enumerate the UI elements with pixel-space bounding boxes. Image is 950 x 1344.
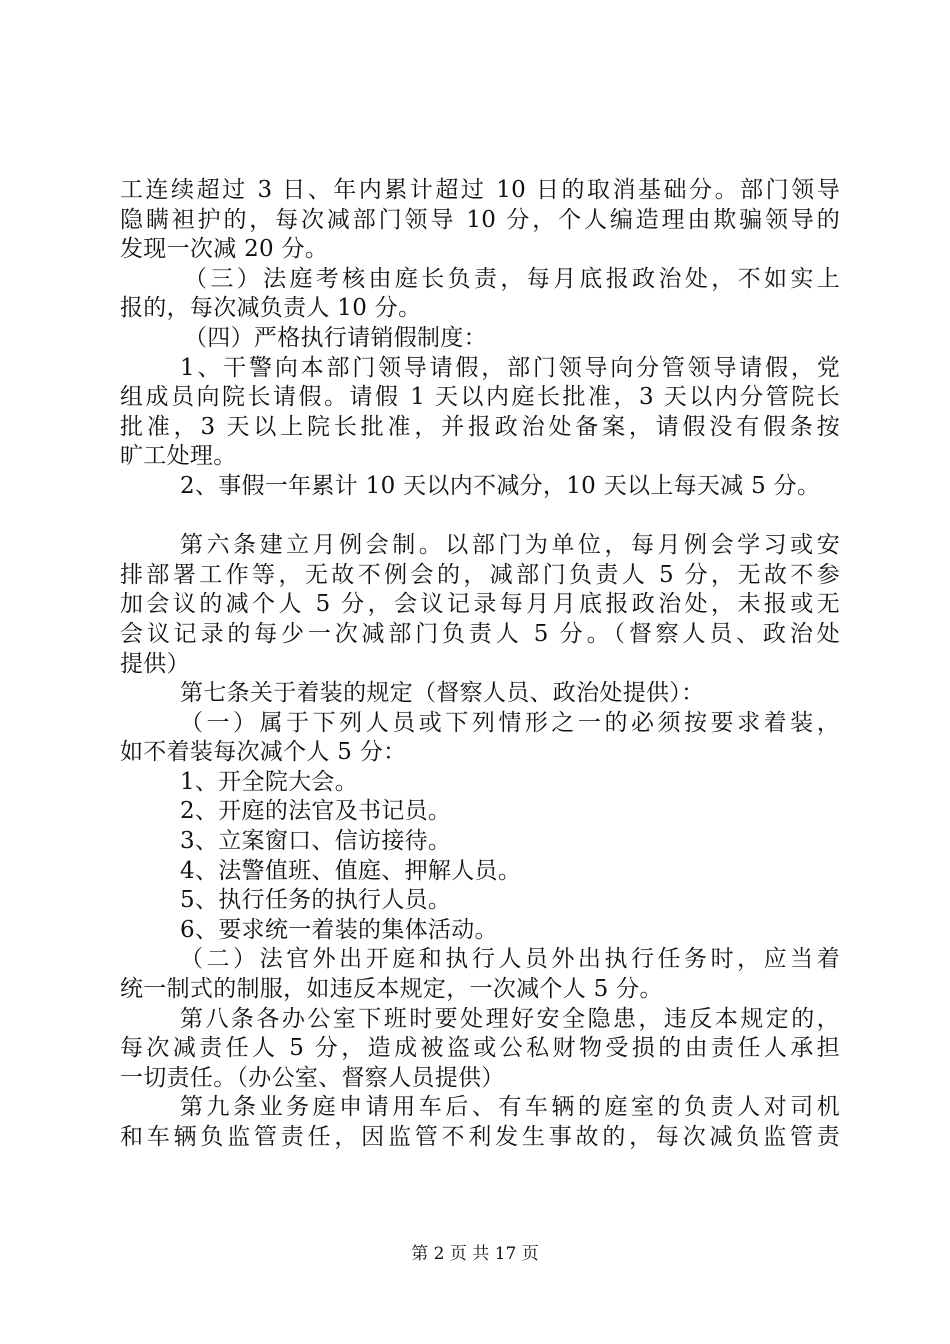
- text-line: 发现一次减 20 分。: [120, 236, 329, 263]
- paragraph-gap: [120, 502, 840, 532]
- text-line: 如不着装每次减个人 5 分：: [120, 739, 407, 766]
- text-line: 2、事假一年累计 10 天以内不减分，10 天以上每天减 5 分。: [180, 472, 821, 499]
- text-line: 2、开庭的法官及书记员。: [180, 798, 452, 825]
- text-line: 第九条业务庭申请用车后、有车辆的庭室的负责人对司机: [180, 1094, 840, 1121]
- page-number-footer: 第 2 页 共 17 页: [411, 1244, 539, 1264]
- text-line: 第八条各办公室下班时要处理好安全隐患，违反本规定的，: [180, 1005, 840, 1032]
- text-line: 第六条建立月例会制。以部门为单位，每月例会学习或安: [180, 532, 840, 559]
- text-line: 组成员向院长请假。请假 1 天以内庭长批准，3 天以内分管院长: [120, 384, 840, 411]
- text-line: 和车辆负监管责任，因监管不利发生事故的，每次减负监管责: [120, 1124, 840, 1150]
- text-line: 统一制式的制服，如违反本规定，一次减个人 5 分。: [120, 976, 663, 1003]
- document-body: [120, 176, 840, 1153]
- text-line: （二）法官外出开庭和执行人员外出执行任务时，应当着: [180, 946, 840, 973]
- text-line: 一切责任。（办公室、督察人员提供）: [120, 1064, 505, 1091]
- text-line: 1、开全院大会。: [180, 768, 359, 795]
- text-line: 第七条关于着装的规定（督察人员、政治处提供）：: [180, 680, 705, 707]
- text-line: 提供）: [120, 650, 190, 677]
- text-line: 1、干警向本部门领导请假，部门领导向分管领导请假，党: [180, 354, 840, 381]
- text-line: （四）严格执行请销假制度：: [184, 324, 487, 351]
- text-line: 3、立案窗口、信访接待。: [180, 828, 452, 855]
- text-line: 4、法警值班、值庭、押解人员。: [180, 857, 522, 884]
- text-line: （三）法庭考核由庭长负责，每月底报政治处，不如实上: [184, 265, 840, 292]
- text-line: 会议记录的每少一次减部门负责人 5 分。（督察人员、政治处: [120, 620, 840, 647]
- text-line: 排部署工作等，无故不例会的，减部门负责人 5 分，无故不参: [120, 561, 840, 588]
- text-line: （一）属于下列人员或下列情形之一的必须按要求着装，: [180, 709, 840, 736]
- text-line: 旷工处理。: [120, 443, 237, 470]
- text-line: 加会议的减个人 5 分，会议记录每月月底报政治处，未报或无: [120, 591, 840, 618]
- text-line: 工连续超过 3 日、年内累计超过 10 日的取消基础分。部门领导: [120, 177, 840, 203]
- text-line: 报的，每次减负责人 10 分。: [120, 295, 422, 322]
- text-line: 6、要求统一着装的集体活动。: [180, 916, 498, 943]
- text-line: 5、执行任务的执行人员。: [180, 887, 452, 914]
- text-line: 批准，3 天以上院长批准，并报政治处备案，请假没有假条按: [120, 413, 840, 440]
- text-line: 每次减责任人 5 分，造成被盗或公私财物受损的由责任人承担: [120, 1035, 840, 1062]
- text-line: 隐瞒袒护的，每次减部门领导 10 分，个人编造理由欺骗领导的: [120, 206, 840, 233]
